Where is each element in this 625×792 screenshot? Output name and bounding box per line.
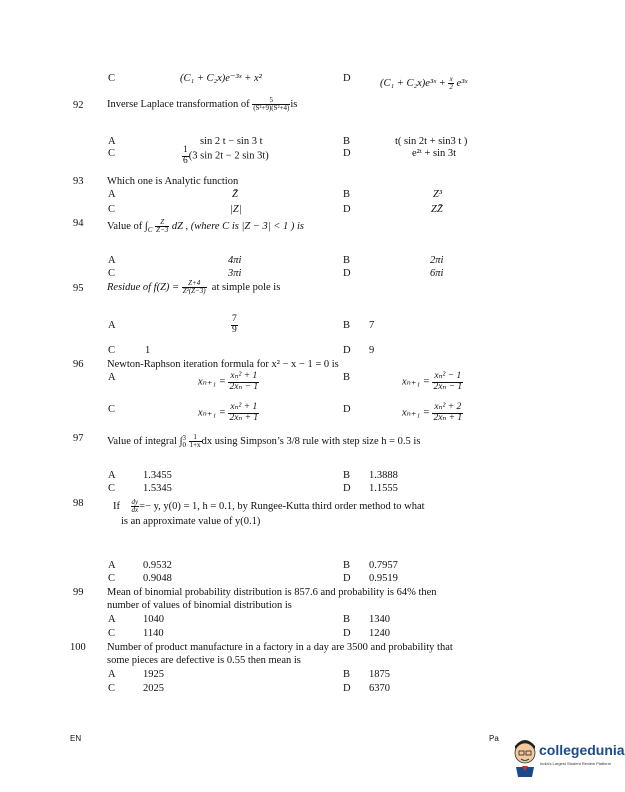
- option-c-text: 3πi: [228, 268, 242, 279]
- option-c-text: 2025: [143, 683, 164, 694]
- option-b-fraction: $\frac{\text{xₙ² − 1}}{\text{2xₙ − 1}}$: [433, 371, 463, 392]
- option-d-label: D: [343, 628, 351, 639]
- option-a-label: A: [108, 255, 116, 266]
- option-a-text: 1040: [143, 614, 164, 625]
- option-b-text: 1340: [369, 614, 390, 625]
- option-c-text: |Z|: [230, 204, 242, 215]
- option-a-text: sin 2 t − sin 3 t: [200, 136, 263, 147]
- option-c-label: C: [108, 73, 116, 84]
- option-a-label: A: [108, 189, 116, 200]
- option-b-label: B: [343, 320, 351, 331]
- option-b-label: B: [343, 470, 351, 481]
- option-a-label: A: [108, 372, 116, 383]
- question-number: 99: [73, 587, 84, 598]
- question-text-line2: some pieces are defective is 0.55 then mean is: [107, 655, 301, 666]
- question-text: Value of integral ∫ 3 0 $\frac{1}{1+x}$ dx using Simpson’s 3/8 rule with step size h = 0.5 is: [107, 433, 421, 449]
- option-b-text: 1.3888: [369, 470, 398, 481]
- option-b-label: B: [343, 136, 351, 147]
- option-c-text: 1140: [143, 628, 164, 639]
- question-number: 96: [73, 359, 84, 370]
- option-d-text: e²ᵗ + sin 3t: [412, 148, 457, 159]
- question-text: Which one is Analytic function: [107, 176, 239, 187]
- option-c-label: C: [108, 483, 116, 494]
- option-a-text: 4πi: [228, 255, 242, 266]
- integrand-fraction: $\frac{Z}{Z-3}$: [156, 218, 169, 234]
- option-a-text: xₙ₊₁ = $\frac{\text{xₙ² + 1}}{\text{2xₙ − 1}}$: [198, 371, 259, 392]
- option-c-fraction: $\frac{\text{xₙ² + 1}}{\text{2xₙ + 1}}$: [229, 402, 259, 423]
- residue-fraction: $\frac{Z+4}{\text{Z²(Z−3)}}$: [182, 279, 206, 295]
- option-b-text: 2πi: [430, 255, 444, 266]
- logo-wordmark: collegedunia: [539, 742, 625, 758]
- option-d-text: 6370: [369, 683, 390, 694]
- option-d-main: (C₁ + C₂x)e³ˣ +: [380, 77, 446, 89]
- option-c-label: C: [108, 148, 116, 159]
- question-number: 93: [73, 176, 84, 187]
- option-d-label: D: [343, 683, 351, 694]
- question-number: 100: [70, 642, 86, 653]
- option-d-text: xₙ₊₁ = $\frac{\text{xₙ² + 2}}{\text{2xₙ + 1}}$: [402, 402, 463, 423]
- seven-ninths-fraction: $\frac{7}{9}$: [232, 314, 237, 335]
- option-a-label: A: [108, 470, 116, 481]
- option-a-text: Z̄: [232, 189, 238, 200]
- option-c-text: (C₁ + C₂x)e⁻³ˣ + x²: [180, 73, 262, 84]
- question-text: Inverse Laplace transformation of $\frac{5}{\text{(S²+9)(S²+4)}}$ is: [107, 96, 298, 112]
- option-d-text: 6πi: [430, 268, 444, 279]
- option-d-text: ZZ̄: [431, 204, 443, 215]
- footer-page: Pa: [489, 734, 499, 743]
- option-b-label: B: [343, 255, 351, 266]
- option-b-label: B: [343, 189, 351, 200]
- option-a-label: A: [108, 614, 116, 625]
- option-a-label: A: [108, 669, 116, 680]
- option-c-label: C: [108, 683, 116, 694]
- option-d-label: D: [343, 483, 351, 494]
- option-b-text: 7: [369, 320, 375, 331]
- question-text: Newton-Raphson iteration formula for x² − x − 1 = 0 is: [107, 359, 339, 370]
- option-d-label: D: [343, 204, 351, 215]
- option-d-fraction: $\frac{\text{xₙ² + 2}}{\text{2xₙ + 1}}$: [433, 402, 463, 423]
- question-number: 95: [73, 283, 84, 294]
- option-a-label: A: [108, 136, 116, 147]
- option-b-label: B: [343, 372, 351, 383]
- option-b-text: xₙ₊₁ = $\frac{\text{xₙ² − 1}}{\text{2xₙ − 1}}$: [402, 371, 463, 392]
- option-c-label: C: [108, 204, 116, 215]
- option-c-label: C: [108, 404, 116, 415]
- mascot-icon: [510, 737, 540, 777]
- question-text: Value of $\int_C$ $\frac{Z}{Z-3}$ dZ , (where C is |Z − 3| < 1 ) is: [107, 218, 304, 234]
- option-d-label: D: [343, 345, 351, 356]
- option-c-text: 1.5345: [143, 483, 172, 494]
- option-c-label: C: [108, 628, 116, 639]
- option-b-text: Z³: [433, 189, 442, 200]
- option-c-label: C: [108, 345, 116, 356]
- laplace-fraction: $\frac{5}{\text{(S²+9)(S²+4)}}$: [253, 96, 290, 112]
- option-c-label: C: [108, 268, 116, 279]
- option-a-text: 0.9532: [143, 560, 172, 571]
- option-d-label: D: [343, 148, 351, 159]
- option-b-text: 1875: [369, 669, 390, 680]
- question-text: Number of product manufacture in a factory in a day are 3500 and probability that: [107, 642, 453, 653]
- option-b-label: B: [343, 560, 351, 571]
- option-c-text: 0.9048: [143, 573, 172, 584]
- option-b-text: t( sin 2t + sin3 t ): [395, 136, 468, 147]
- option-d-text: 0.9519: [369, 573, 398, 584]
- footer-language: EN: [70, 734, 82, 743]
- question-number: 97: [73, 433, 84, 444]
- option-d-label: D: [343, 404, 351, 415]
- integrand-fraction: $\frac{1}{1+x}$: [189, 433, 201, 449]
- question-text: Residue of f(Z) = $\frac{Z+4}{\text{Z²(Z−3)}}$ at simple pole is: [107, 279, 281, 295]
- option-a-label: A: [108, 320, 116, 331]
- option-b-label: B: [343, 669, 351, 680]
- option-d-label: D: [343, 268, 351, 279]
- option-c-text: xₙ₊₁ = $\frac{\text{xₙ² + 1}}{\text{2xₙ + 1}}$: [198, 402, 259, 423]
- option-a-fraction: $\frac{\text{xₙ² + 1}}{\text{2xₙ − 1}}$: [229, 371, 259, 392]
- option-c-text: 1: [145, 345, 151, 356]
- option-d-tail: e³ˣ: [456, 77, 468, 89]
- option-a-text: [231, 315, 238, 335]
- option-d-label: D: [343, 573, 351, 584]
- option-a-label: A: [108, 560, 116, 571]
- dydx-fraction: $\frac{dy}{dx}$: [131, 498, 139, 514]
- logo-tagline: India's Largest Student Review Platform: [540, 761, 612, 766]
- question-number: 98: [73, 498, 84, 509]
- option-d-text: 1.1555: [369, 483, 398, 494]
- question-text-line2: number of values of binomial distribution is: [107, 600, 292, 611]
- question-number: 92: [73, 100, 84, 111]
- option-d-fraction: $\frac{x}{2}$: [449, 75, 453, 91]
- one-sixth-fraction: $\frac{1}{6}$: [183, 145, 188, 166]
- option-d-text: [380, 76, 467, 91]
- question-text: If $\frac{dy}{dx}$ =− y, y(0) = 1, h = 0.1, by Rungee-Kutta third order method to what: [113, 498, 425, 514]
- question-text-line2: is an approximate value of y(0.1): [121, 516, 261, 527]
- option-b-text: 0.7957: [369, 560, 398, 571]
- option-c-text: $\frac{1}{6}$ (3 sin 2t − 2 sin 3t): [183, 145, 269, 166]
- option-c-label: C: [108, 573, 116, 584]
- option-a-text: 1.3455: [143, 470, 172, 481]
- option-d-text: 9: [369, 345, 375, 356]
- question-number: 94: [73, 218, 84, 229]
- option-a-text: 1925: [143, 669, 164, 680]
- option-d-text: 1240: [369, 628, 390, 639]
- option-d-label: D: [343, 73, 351, 84]
- question-text: Mean of binomial probability distribution is 857.6 and probability is 64% then: [107, 587, 437, 598]
- option-b-label: B: [343, 614, 351, 625]
